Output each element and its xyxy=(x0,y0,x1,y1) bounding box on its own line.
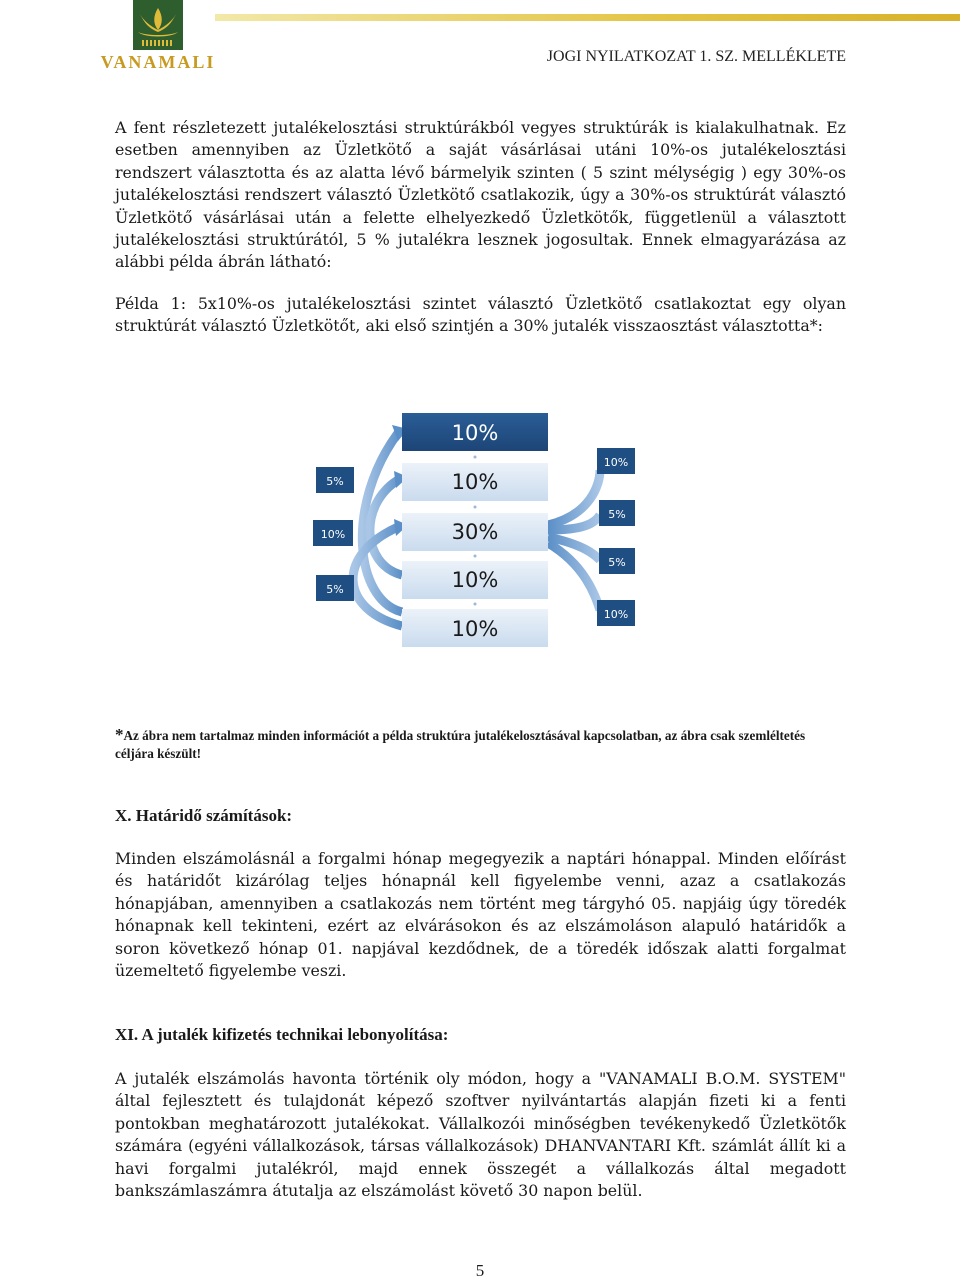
diagram-note xyxy=(115,726,846,763)
right-badge-4 xyxy=(597,600,635,626)
center-level-3 xyxy=(402,513,548,551)
lotus-icon xyxy=(98,0,218,52)
left-badge-1 xyxy=(316,467,354,493)
section-xi-body: A jutalék elszámolás havonta történik oly módon, hogy a "VANAMALI B.O.M. SYSTEM" által fejlesztett és tulajdonát képező szoftver nyilvántartás alapján fizeti ki a fenti pontokban meghatározott jutalékokat. Vállalkozói minőségben tevékenykedő Üzletkötők számára (egyéni vállalkozások, társas vállalkozások) DHANVANTARI Kft. számlát állít ki a havi forgalmi jutalékról, majd ennek összegét a vállalkozás által megadott bankszámlaszámra átutalja az elszámolást követő 30 napon belül. xyxy=(115,1069,846,1201)
right-badge-1-label: 10% xyxy=(603,456,629,469)
page-header xyxy=(0,0,960,80)
note-asterisk: * xyxy=(115,725,124,744)
left-badge-2 xyxy=(313,520,353,546)
header-band xyxy=(215,14,960,21)
level-2-label: 10% xyxy=(451,470,499,494)
center-level-1 xyxy=(402,413,548,451)
header-title: JOGI NYILATKOZAT 1. SZ. MELLÉKLETE xyxy=(546,48,846,65)
right-curved-arrows xyxy=(548,470,600,610)
section-xi-heading: XI. A jutalék kifizetés technikai lebonyolítása: xyxy=(115,1025,449,1044)
level-1-label: 10% xyxy=(451,421,499,445)
note-text: Az ábra nem tartalmaz minden információt a példa struktúra jutalékelosztásával kapcsolatban, az ábra csak szemléltetés céljára készült! xyxy=(115,728,806,761)
level-3-label: 30% xyxy=(451,520,499,544)
section-x-body: Minden elszámolásnál a forgalmi hónap megegyezik a naptári hónappal. Minden előírást és határidőt kizárólag teljes hónapnál kell figyelembe venni, azaz a csatlakozás hónapjában, amennyiben a csatlakozás nem történt meg tárgyhó 05. napjáig úgy töredék hónapnak kell tekinteni, ezért az elvárásokon és az elszámoláson alapuló határidők a soron következő hónap 01. napjával kezdődnek, de a töredék időszak alatti forgalmat üzemeltető figyelembe veszi. xyxy=(115,849,846,981)
page-number: 5 xyxy=(475,1261,485,1280)
level-5-label: 10% xyxy=(451,617,499,641)
left-badge-1-label: 5% xyxy=(326,475,344,488)
right-badge-2-label: 5% xyxy=(608,508,626,521)
right-badge-4-label: 10% xyxy=(603,608,629,621)
left-badge-3-label: 5% xyxy=(326,583,344,596)
right-badge-2 xyxy=(599,500,635,526)
right-badge-3 xyxy=(599,548,635,574)
right-badge-1 xyxy=(597,448,635,474)
commission-structure-diagram xyxy=(300,405,660,650)
vanamali-logo xyxy=(98,0,218,75)
center-level-4 xyxy=(402,561,548,599)
right-badge-3-label: 5% xyxy=(608,556,626,569)
center-level-5 xyxy=(402,609,548,647)
intro-paragraph: A fent részletezett jutalékelosztási struktúrákból vegyes struktúrák is kialakulhatnak. Ez esetben amennyiben az Üzletkötő a saját vásárlásai utáni 10%-os jutalékelosztási rendszert választotta és az alatta lévő bármelyik szinten ( 5 szint mélységig ) egy 30%-os jutalékelosztási rendszert választó Üzletkötő csatlakozik, úgy a 30%-os struktúrát választó Üzletkötő vásárlásai után a felette elhelyezkedő Üzletkötők, függetlenül a választott jutalékelosztási struktúrától, 5 % jutalékra lesznek jogosultak. Ennek elmagyarázása az alábbi példa ábrán látható: xyxy=(115,118,846,272)
logo-wordmark: VANAMALI xyxy=(100,52,216,72)
left-curved-arrows xyxy=(353,425,408,626)
section-x-heading: X. Határidő számítások: xyxy=(115,806,293,825)
example-paragraph: Példa 1: 5x10%-os jutalékelosztási szintet választó Üzletkötő csatlakoztat egy olyan struktúrát választó Üzletkötőt, aki első szintjén a 30% jutalék visszaosztást választotta*: xyxy=(115,294,846,336)
level-4-label: 10% xyxy=(451,568,499,592)
left-badge-2-label: 10% xyxy=(320,528,346,541)
center-level-2 xyxy=(402,463,548,501)
left-badge-3 xyxy=(316,575,354,601)
